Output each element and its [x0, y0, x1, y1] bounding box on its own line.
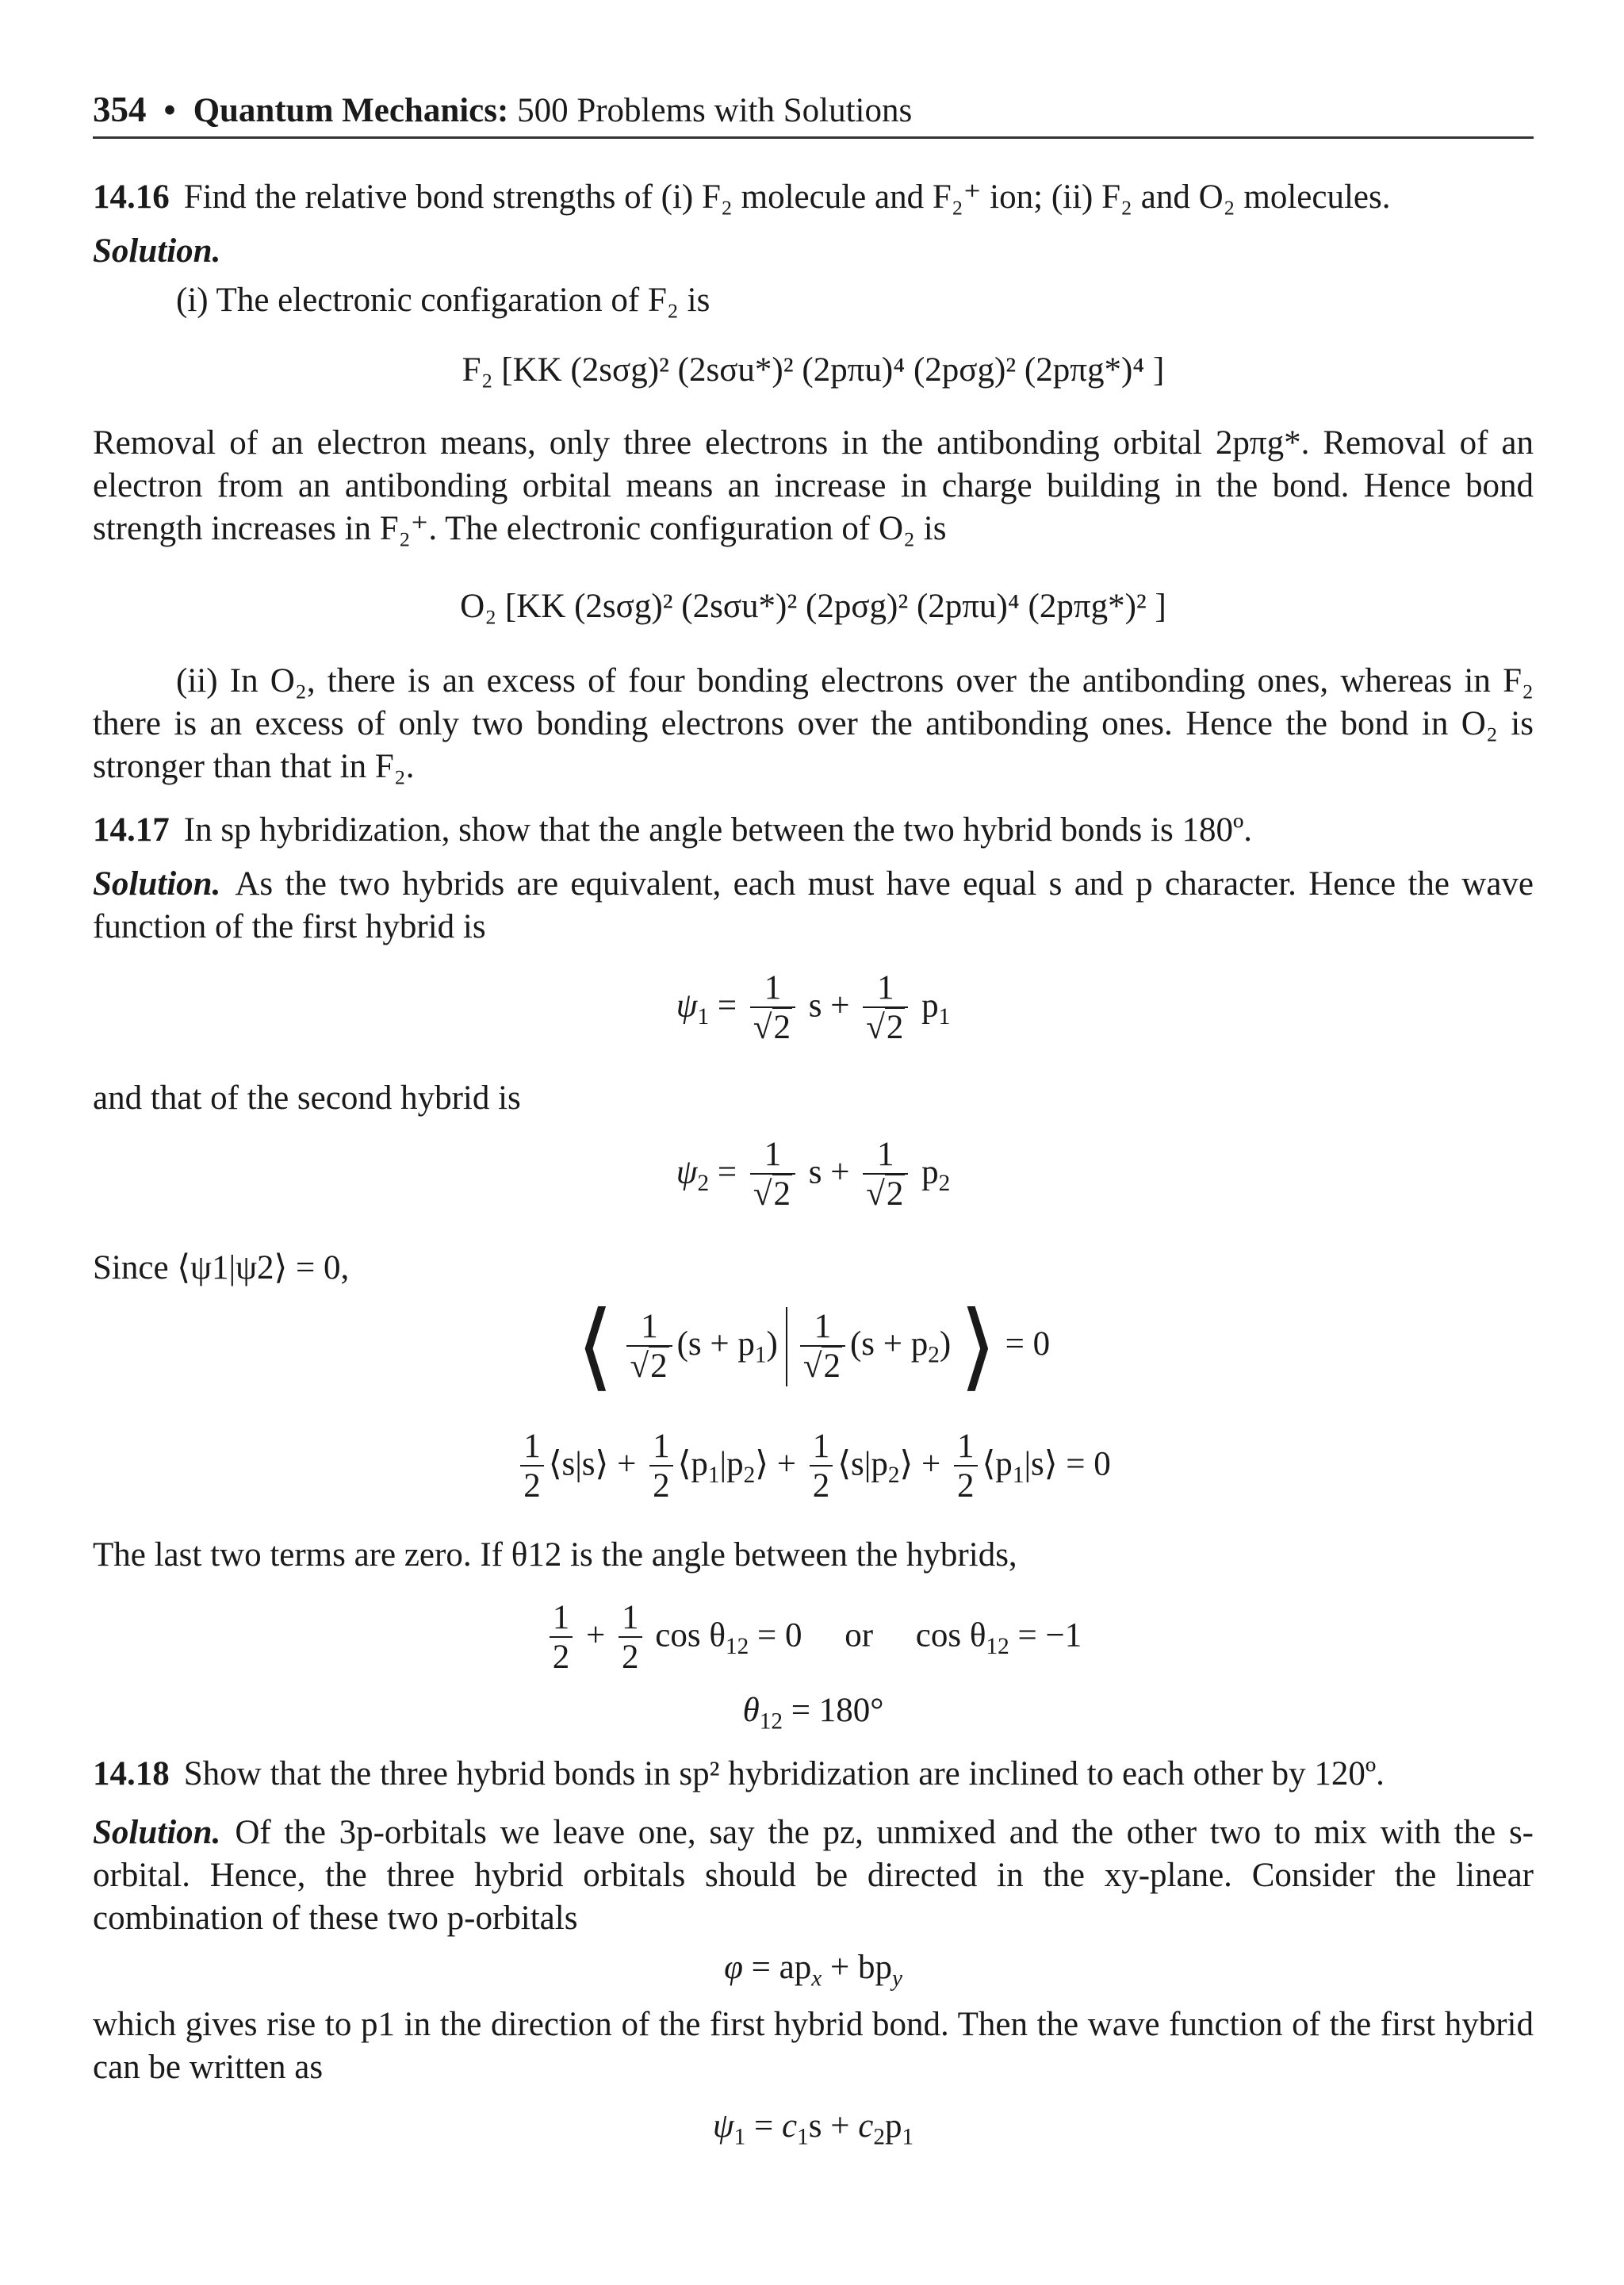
solution-text: Of the 3p-orbitals we leave one, say the pz, unmixed and the other two to mix with the s-orbital. Hence, the three hybrid orbitals should be directed in the xy-plane. Consider the linear combination of these two p-orbitals	[93, 1814, 1534, 1938]
orthogonality-condition: Since ⟨ψ1|ψ2⟩ = 0,	[93, 1249, 350, 1286]
last-terms-text: The last two terms are zero. If θ12 is the angle between the hybrids,	[93, 1536, 1017, 1574]
book-title-rest: 500 Problems with Solutions	[508, 92, 913, 129]
second-hybrid-intro: and that of the second hybrid is	[93, 1079, 521, 1117]
solution-14-18	[93, 1812, 1534, 1941]
equation-cos: $\frac{1}{2}$ + $\frac{1}{2}$ $\cos \theta_{12} = 0$ or $\cos \theta_{12} = -1$	[93, 1599, 1534, 1677]
equation-inner-product: ⟨ $\frac{1}{√2}$ $(s + p_1)$ $\frac{1}{√2}$ $(s + p_2)$ ⟩ = 0	[576, 1294, 1051, 1399]
page-number: 354	[93, 90, 147, 129]
problem-14-16-question	[93, 176, 1534, 219]
solution-text: As the two hybrids are equivalent, each must have equal s and p character. Hence the wave function of the first hybrid is	[93, 865, 1534, 946]
part-i-intro: (i) The electronic configaration of F₂ is	[176, 282, 710, 319]
paragraph-p1: which gives rise to p1 in the direction of the first hybrid bond. Then the wave function of the first hybrid can be written as	[93, 2006, 1534, 2087]
problem-number: 14.18	[93, 1755, 170, 1792]
question-text: Find the relative bond strengths of (i) F₂ molecule and F₂⁺ ion; (ii) F₂ and O₂ molecules.	[183, 178, 1391, 216]
o2-configuration: O₂ [KK (2sσg)² (2sσu*)² (2pσg)² (2pπu)⁴ (2pπg*)² ]	[460, 588, 1166, 625]
solution-label: Solution.	[93, 1814, 221, 1851]
paragraph-removal: Removal of an electron means, only three electrons in the antibonding orbital 2pπg*. Removal of an electron from an antibonding orbital means an increase in charge building in the bond. Hence bond strength increases in F₂⁺. The electronic configuration of O₂ is	[93, 424, 1534, 548]
question-text: In sp hybridization, show that the angle between the two hybrid bonds is 180º.	[183, 811, 1253, 849]
header-separator: •	[163, 92, 176, 129]
running-header	[93, 87, 1534, 139]
paragraph-part-ii: (ii) In O₂, there is an excess of four bonding electrons over the antibonding ones, whereas in F₂ there is an excess of only two bonding electrons over the antibonding ones. Hence the bond in O₂ is stronger than that in F₂.	[93, 662, 1534, 786]
solution-label: Solution.	[93, 865, 221, 903]
equation-theta: $\theta_{12} = 180^\circ$	[742, 1692, 884, 1735]
question-text: Show that the three hybrid bonds in sp² hybridization are inclined to each other by 120º.	[183, 1755, 1385, 1792]
problem-14-17-question	[93, 809, 1534, 852]
equation-psi2: $\psi_2$ = $\frac{1}{√2}$ s + $\frac{1}{√2}$ $p_2$	[676, 1136, 951, 1213]
problem-number: 14.16	[93, 178, 170, 216]
problem-number: 14.17	[93, 811, 170, 849]
problem-14-18-question	[93, 1753, 1534, 1796]
equation-expansion: $\frac{1}{2}$ ⟨s|s⟩ + $\frac{1}{2}$ $⟨p_1|p_2⟩$ + $\frac{1}{2}$ $⟨s|p_2⟩$ + $\frac{1}{2}$ $⟨p_1|s⟩ = 0$	[93, 1428, 1534, 1506]
equation-phi: $\varphi = ap_x + bp_y$	[724, 1949, 902, 1992]
equation-psi1-c: $\psi_1 = c_1s + c_2p_1$	[712, 2107, 914, 2150]
f2-configuration: F₂ [KK (2sσg)² (2sσu*)² (2pπu)⁴ (2pσg)² (2pπg*)⁴ ]	[462, 351, 1165, 389]
solution-14-17	[93, 863, 1534, 949]
equation-psi1: $\psi_1$ = $\frac{1}{√2}$ s + $\frac{1}{√2}$ $p_1$	[676, 969, 951, 1047]
solution-label: Solution.	[93, 232, 221, 270]
book-title-bold: Quantum Mechanics:	[193, 92, 509, 129]
